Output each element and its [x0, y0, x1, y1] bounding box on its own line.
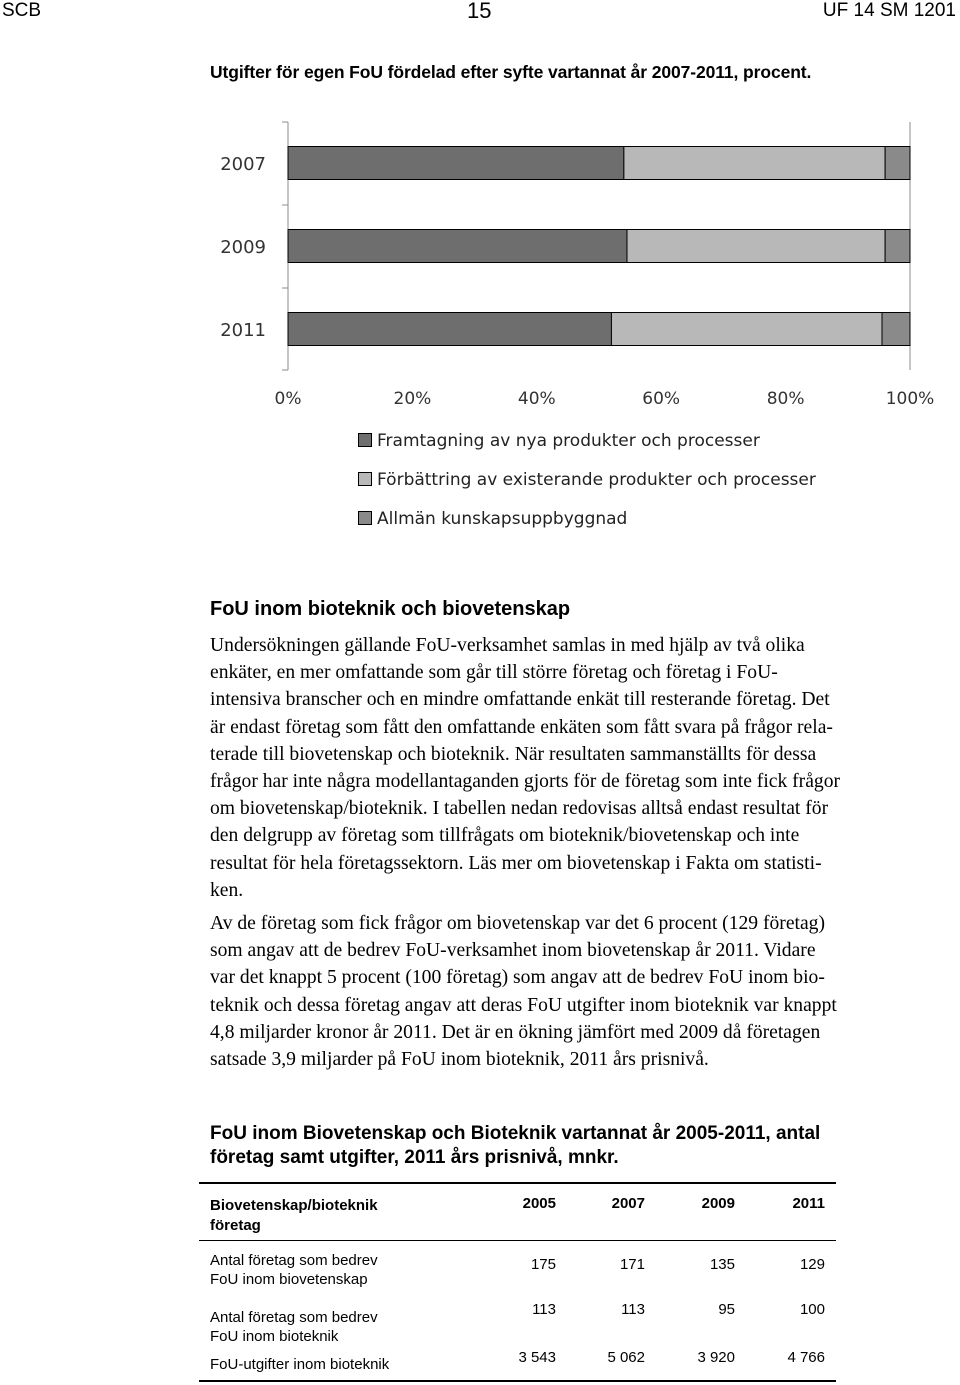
bar-2007-series-1 [624, 147, 885, 180]
section-heading: FoU inom bioteknik och biovetenskap [210, 598, 571, 620]
paragraph-2-line-4: 4,8 miljarder kronor år 2011. Det är en ökning jämfört med 2009 då företagen [210, 1021, 821, 1043]
table-cell-r1-c1: 113 [621, 1301, 645, 1318]
paragraph-1-line-4: terade till biovetenskap och bioteknik. När resultaten sammanställts för dessa [210, 743, 817, 765]
table-cell-r0-c1: 171 [619, 1256, 645, 1273]
table-rule-bottom [199, 1380, 836, 1382]
paragraph-2-line-2: var det knappt 5 procent (100 företag) som angav att de bedrev FoU inom bio- [210, 967, 825, 989]
paragraph-2-line-0: Av de företag som fick frågor om biovetenskap var det 6 procent (129 företag) [210, 913, 825, 934]
paragraph-1-line-9: ken. [210, 879, 244, 901]
legend-swatch [358, 511, 372, 525]
paragraph-1 [210, 632, 958, 904]
table-row-1-label-line-1: FoU inom bioteknik [210, 1328, 339, 1345]
paragraph-2 [210, 910, 958, 1073]
bar-2011-series-1 [611, 313, 882, 346]
table-title-line-1: företag samt utgifter, 2011 års prisnivå, mnkr. [210, 1147, 619, 1168]
table-rule-top [199, 1182, 836, 1184]
category-label-2009: 2009 [220, 237, 266, 258]
legend-swatch [358, 433, 372, 447]
table-cell-r0-c0: 175 [530, 1256, 556, 1273]
table-cell-r1-c3: 100 [799, 1301, 825, 1318]
paragraph-2-line-3: teknik och dessa företag angav att deras FoU utgifter inom bioteknik var knappt [210, 994, 837, 1016]
table-cell-r2-c2: 3 920 [697, 1349, 735, 1366]
legend-label: Framtagning av nya produkter och processer [377, 431, 760, 451]
table-cell-r1-c2: 95 [718, 1301, 735, 1318]
bar-2007-series-0 [288, 147, 624, 180]
x-tick-label-2: 40% [517, 389, 556, 409]
x-tick-label-3: 60% [642, 389, 681, 409]
bar-2011-series-0 [288, 313, 611, 346]
paragraph-1-line-8: resultat för hela företagssektorn. Läs mer om biovetenskap i Fakta om statisti- [210, 852, 822, 874]
header-left: SCB [2, 0, 42, 21]
header-right: UF 14 SM 1201 [822, 0, 956, 21]
page-number: 15 [467, 0, 492, 23]
bar-2007-series-2 [885, 147, 910, 180]
category-label-2011: 2011 [220, 320, 266, 341]
bar-2009-series-1 [627, 230, 885, 263]
x-tick-label-1: 20% [393, 389, 432, 409]
table-year-2007: 2007 [611, 1195, 645, 1212]
table-cell-r2-c3: 4 766 [787, 1349, 825, 1366]
legend-label: Allmän kunskapsuppbyggnad [377, 509, 628, 529]
bar-2009-series-2 [885, 230, 910, 263]
stacked-bar-chart [0, 0, 960, 420]
table-row-2-label-line-0: FoU-utgifter inom bioteknik [210, 1356, 390, 1373]
x-tick-label-5: 100% [885, 389, 935, 409]
table-header-label-line-1: företag [210, 1217, 261, 1234]
table-year-2005: 2005 [522, 1195, 556, 1212]
paragraph-2-line-1: som angav att de bedrev FoU-verksamhet inom biovetenskap år 2011. Vidare [210, 940, 816, 962]
paragraph-2-line-5: satsade 3,9 miljarder på FoU inom bioteknik, 2011 års prisnivå. [210, 1049, 709, 1071]
table-year-2011: 2011 [792, 1195, 825, 1212]
table-title [210, 1122, 930, 1170]
table-cell-r0-c2: 135 [709, 1256, 735, 1273]
table-row-1-label-line-0: Antal företag som bedrev [210, 1309, 378, 1326]
table-cell-r2-c0: 3 543 [518, 1349, 556, 1366]
paragraph-1-line-6: om biovetenskap/bioteknik. I tabellen nedan redovisas alltså endast resultat för [210, 798, 829, 820]
table-rule-mid [199, 1240, 836, 1241]
legend-label: Förbättring av existerande produkter och processer [377, 470, 816, 490]
paragraph-1-line-5: frågor har inte några modellantaganden gjorts för de företag som inte fick frågor [210, 771, 841, 793]
figure-title: Utgifter för egen FoU fördelad efter syfte vartannat år 2007-2011, procent. [210, 62, 812, 82]
x-tick-label-0: 0% [274, 389, 302, 409]
legend-item-0 [358, 431, 760, 451]
legend-swatch [358, 472, 372, 486]
paragraph-1-line-1: enkäter, en mer omfattande som går till större företag och företag i FoU- [210, 662, 778, 684]
table-cell-r1-c0: 113 [532, 1301, 556, 1318]
paragraph-1-line-7: den delgrupp av företag som tillfrågats om bioteknik/biovetenskap och inte [210, 825, 800, 847]
paragraph-1-line-3: är endast företag som fått den omfattande enkäten som fått svara på frågor rela- [210, 716, 833, 738]
legend-item-2 [358, 509, 627, 529]
legend-item-1 [358, 470, 816, 490]
table-cell-r0-c3: 129 [799, 1256, 825, 1273]
table-cell-r2-c1: 5 062 [607, 1349, 645, 1366]
table-title-line-0: FoU inom Biovetenskap och Bioteknik vartannat år 2005-2011, antal [210, 1123, 821, 1144]
table-header-label-line-0: Biovetenskap/bioteknik [210, 1197, 378, 1214]
paragraph-1-line-0: Undersökningen gällande FoU-verksamhet samlas in med hjälp av två olika [210, 635, 805, 656]
bar-2009-series-0 [288, 230, 627, 263]
x-tick-label-4: 80% [766, 389, 805, 409]
paragraph-1-line-2: intensiva branscher och en mindre omfattande enkät till resterande företag. Det [210, 689, 830, 711]
table-row-0-label-line-0: Antal företag som bedrev [210, 1252, 378, 1269]
table-row-0-label-line-1: FoU inom biovetenskap [210, 1271, 368, 1288]
bar-2011-series-2 [882, 313, 910, 346]
category-label-2007: 2007 [220, 154, 266, 175]
table-year-2009: 2009 [701, 1195, 735, 1212]
